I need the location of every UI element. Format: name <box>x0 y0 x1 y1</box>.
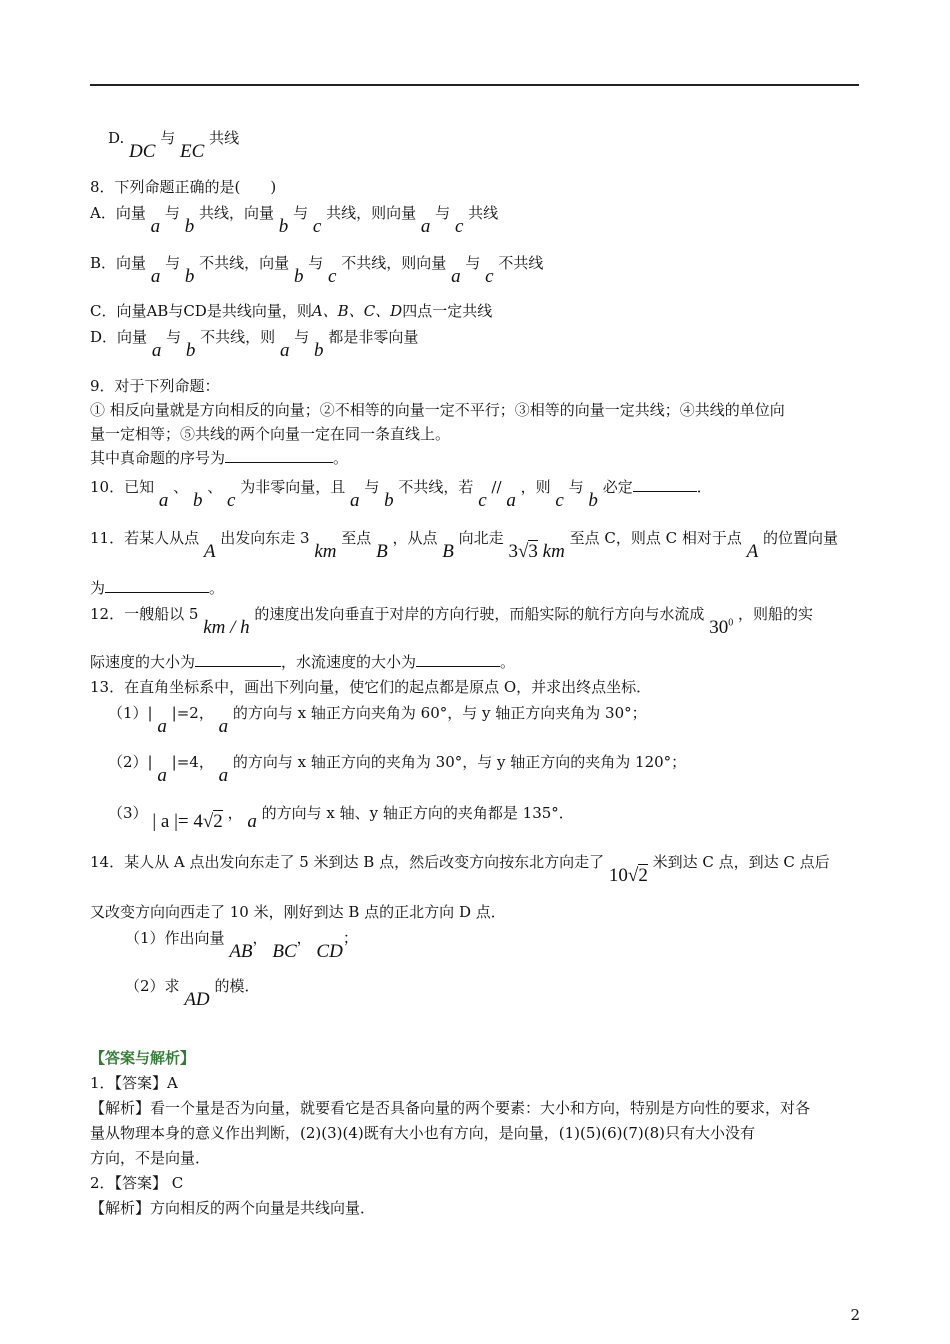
vector-b: b <box>184 216 195 237</box>
q12-line-1 <box>90 604 813 638</box>
vector-a: a <box>350 490 360 511</box>
text: ． <box>696 478 712 496</box>
text: 14．某人从 A 点出发向东走了 5 米到达 B 点，然后改变方向按东北方向走了 <box>90 853 605 871</box>
q13-part-1 <box>108 703 647 737</box>
angle-30-degrees <box>709 618 733 637</box>
q8-option-d <box>90 327 419 361</box>
vector-a: a <box>157 716 167 737</box>
vector-dc: DC <box>129 141 156 162</box>
q9-line-3 <box>90 448 348 468</box>
vector-c: c <box>227 490 236 511</box>
text: 11．若某人从点 <box>90 529 200 547</box>
point-a: A <box>746 541 759 562</box>
q7-option-d <box>108 128 240 162</box>
vector-a: a <box>150 216 161 237</box>
text: 、 <box>173 478 189 496</box>
text: ，从点 <box>392 529 438 547</box>
text: 米到达 C 点，到达 C 点后 <box>652 853 830 871</box>
answer-blank[interactable] <box>105 578 209 593</box>
text: 与 <box>160 129 176 147</box>
vector-b: b <box>293 266 304 287</box>
q14-line-1 <box>90 852 830 886</box>
text: 至点 <box>341 529 372 547</box>
answer-blank[interactable] <box>633 477 697 492</box>
text: ， <box>227 804 243 822</box>
text: 的模． <box>214 977 260 995</box>
q10-line <box>90 477 712 511</box>
text: 必定 <box>602 478 633 496</box>
q13-part-2 <box>108 752 687 786</box>
q8-option-b <box>90 253 544 287</box>
text: |=4， <box>171 753 214 771</box>
text: 共线，向量 <box>198 204 274 222</box>
vector-ec: EC <box>180 141 205 162</box>
text: 与 <box>435 204 451 222</box>
text: ，水流速度的大小为 <box>281 653 417 671</box>
vector-c: c <box>478 490 487 511</box>
text: 不共线，则向量 <box>341 254 447 272</box>
text: |=2， <box>171 704 214 722</box>
text: ，则 <box>520 478 551 496</box>
magnitude-expression <box>152 812 222 831</box>
text: 的位置向量 <box>763 529 839 547</box>
explanation-1-line-3: 方向，不是向量． <box>90 1149 211 1167</box>
text: 际速度的大小为 <box>90 653 196 671</box>
radicand: 2 <box>638 865 648 886</box>
distance-10-root-2 <box>609 866 648 885</box>
text: 的方向与 x 轴正方向的夹角为 30°，与 y 轴正方向的夹角为 120°； <box>232 753 687 771</box>
vector-a: a <box>158 490 169 511</box>
text: 与 <box>465 254 481 272</box>
vector-a: a <box>157 765 167 786</box>
text: 与 <box>165 254 181 272</box>
text: （1）作出向量 <box>125 929 225 947</box>
text: 共线 <box>209 129 240 147</box>
text: 与 <box>293 204 309 222</box>
text: 不共线，则 <box>200 328 276 346</box>
text: 与 <box>364 478 380 496</box>
vector-a: a <box>506 490 516 511</box>
answers-heading: 【答案与解析】 <box>90 1049 196 1067</box>
sqrt-sign: √ <box>627 865 639 886</box>
text: 不共线，向量 <box>199 254 290 272</box>
text: 共线 <box>468 204 499 222</box>
unit-km: km <box>314 541 337 562</box>
angle-value: 30 <box>709 617 729 638</box>
text: 不共线 <box>498 254 544 272</box>
text: 共线，则向量 <box>326 204 417 222</box>
q14-sub-2 <box>125 976 260 1010</box>
vector-b: b <box>278 216 289 237</box>
q11-line-1 <box>90 528 839 562</box>
q8-option-a <box>90 203 499 237</box>
text: 与 <box>166 328 182 346</box>
point-b: B <box>442 541 454 562</box>
degree-mark: 0 <box>728 617 734 629</box>
vector-a: a <box>150 266 161 287</box>
q11-line-2 <box>90 578 224 598</box>
text: 的速度出发向垂直于对岸的方向行驶，而船实际的航行方向与水流成 <box>254 605 705 623</box>
unit-km: km <box>542 541 565 562</box>
text: C．向量AB与CD是共线向量，则 <box>90 302 312 320</box>
text: ， <box>296 929 312 947</box>
text: 12．一艘船以 5 <box>90 605 199 623</box>
vector-bc: BC <box>272 941 297 962</box>
vector-ad: AD <box>184 989 210 1010</box>
q8-stem: 8．下列命题正确的是( ) <box>90 178 277 196</box>
explanation-1-line-1: 【解析】看一个量是否为向量，就要看它是否具备向量的两个要素：大小和方向，特别是方向性的要求，对各 <box>90 1099 811 1117</box>
q14-sub-1 <box>125 928 358 962</box>
vector-b: b <box>314 340 324 361</box>
text: 向北走 <box>458 529 504 547</box>
text: 。 <box>333 449 349 467</box>
page-number: 2 <box>850 1306 860 1324</box>
text: 与 <box>294 328 310 346</box>
text: 至点 C，则点 C 相对于点 <box>569 529 742 547</box>
q13-part-3 <box>108 803 574 832</box>
text: 的方向与 x 轴正方向夹角为 60°，与 y 轴正方向夹角为 30°； <box>232 704 647 722</box>
text: ，则船的实 <box>737 605 813 623</box>
vector-b: b <box>588 490 598 511</box>
text: A．向量 <box>90 204 146 222</box>
text: 不共线，若 <box>398 478 474 496</box>
points-label: A、B、C、D <box>311 302 403 320</box>
text: 、 <box>207 478 223 496</box>
text: 与 <box>568 478 584 496</box>
text: ； <box>342 929 358 947</box>
text: 其中真命题的序号为 <box>90 449 226 467</box>
sqrt-sign: √ <box>202 811 214 832</box>
text: （1）| <box>108 704 153 722</box>
vector-a: a <box>247 811 257 832</box>
vector-cd: CD <box>316 941 343 962</box>
text: 出发向东走 3 <box>220 529 310 547</box>
vector-b: b <box>384 490 394 511</box>
vector-a: a <box>420 216 431 237</box>
coefficient: 10 <box>608 865 628 886</box>
text: 。 <box>209 579 225 597</box>
vector-a: a <box>218 765 229 786</box>
vector-a: a <box>151 340 162 361</box>
explanation-1-line-2: 量从物理本身的意义作出判断，(2)(3)(4)既有大小也有方向，是向量，(1)(5)(6)(7)(8)只有大小没有 <box>90 1124 755 1142</box>
answer-2: 2．【答案】 C <box>90 1174 184 1192</box>
option-label: D. <box>108 129 125 147</box>
text: 四点一定共线 <box>402 302 493 320</box>
text: 与 <box>164 204 180 222</box>
expression: | a |= 4 <box>152 811 203 832</box>
text: 与 <box>308 254 324 272</box>
q9-line-1: ① 相反向量就是方向相反的向量；②不相等的向量一定不平行；③相等的向量一定共线；④共线的单位向 <box>90 401 785 419</box>
coefficient: 3 <box>508 541 518 562</box>
text: 为非零向量，且 <box>240 478 346 496</box>
vector-a: a <box>279 340 290 361</box>
vector-a: a <box>451 266 461 287</box>
text: （2）| <box>108 753 153 771</box>
sqrt-sign: √ <box>517 541 529 562</box>
vector-b: b <box>184 266 195 287</box>
text: （3） <box>108 804 148 822</box>
text: B．向量 <box>90 254 147 272</box>
vector-c: c <box>485 266 494 287</box>
text: D．向量 <box>90 328 148 346</box>
unit-km-per-h: km / h <box>203 617 250 638</box>
explanation-2: 【解析】方向相反的两个向量是共线向量． <box>90 1199 376 1217</box>
text: 为 <box>90 579 106 597</box>
text: ， <box>252 929 268 947</box>
q9-line-2: 量一定相等；⑤共线的两个向量一定在同一条直线上。 <box>90 425 451 443</box>
parallel-symbol: // <box>491 478 502 496</box>
q8-option-c <box>90 301 492 321</box>
text: 的方向与 x 轴、y 轴正方向的夹角都是 135°． <box>261 804 574 822</box>
q14-line-2: 又改变方向向西走了 10 米，刚好到达 B 点的正北方向 D 点． <box>90 903 506 921</box>
q9-stem: 9．对于下列命题： <box>90 377 220 395</box>
text: 都是非零向量 <box>328 328 419 346</box>
header-rule <box>90 84 859 86</box>
answer-1: 1．【答案】A <box>90 1074 178 1092</box>
vector-c: c <box>555 490 564 511</box>
answer-blank[interactable] <box>225 448 333 463</box>
vector-c: c <box>454 216 464 237</box>
radicand: 2 <box>213 811 223 832</box>
point-a: A <box>203 541 216 562</box>
text: 。 <box>500 653 516 671</box>
q13-stem: 13．在直角坐标系中，画出下列向量，使它们的起点都是原点 O，并求出终点坐标． <box>90 678 652 696</box>
radicand: 3 <box>528 541 538 562</box>
vector-c: c <box>328 266 337 287</box>
q12-line-2 <box>90 652 515 672</box>
vector-a: a <box>218 716 229 737</box>
vector-b: b <box>192 490 203 511</box>
distance-3-root-3-km <box>508 542 564 561</box>
vector-ab: AB <box>229 941 253 962</box>
text: （2）求 <box>125 977 180 995</box>
text: 10．已知 <box>90 478 155 496</box>
vector-b: b <box>185 340 196 361</box>
answer-blank[interactable] <box>416 652 500 667</box>
point-b: B <box>376 541 388 562</box>
answer-blank[interactable] <box>195 652 281 667</box>
vector-c: c <box>312 216 322 237</box>
